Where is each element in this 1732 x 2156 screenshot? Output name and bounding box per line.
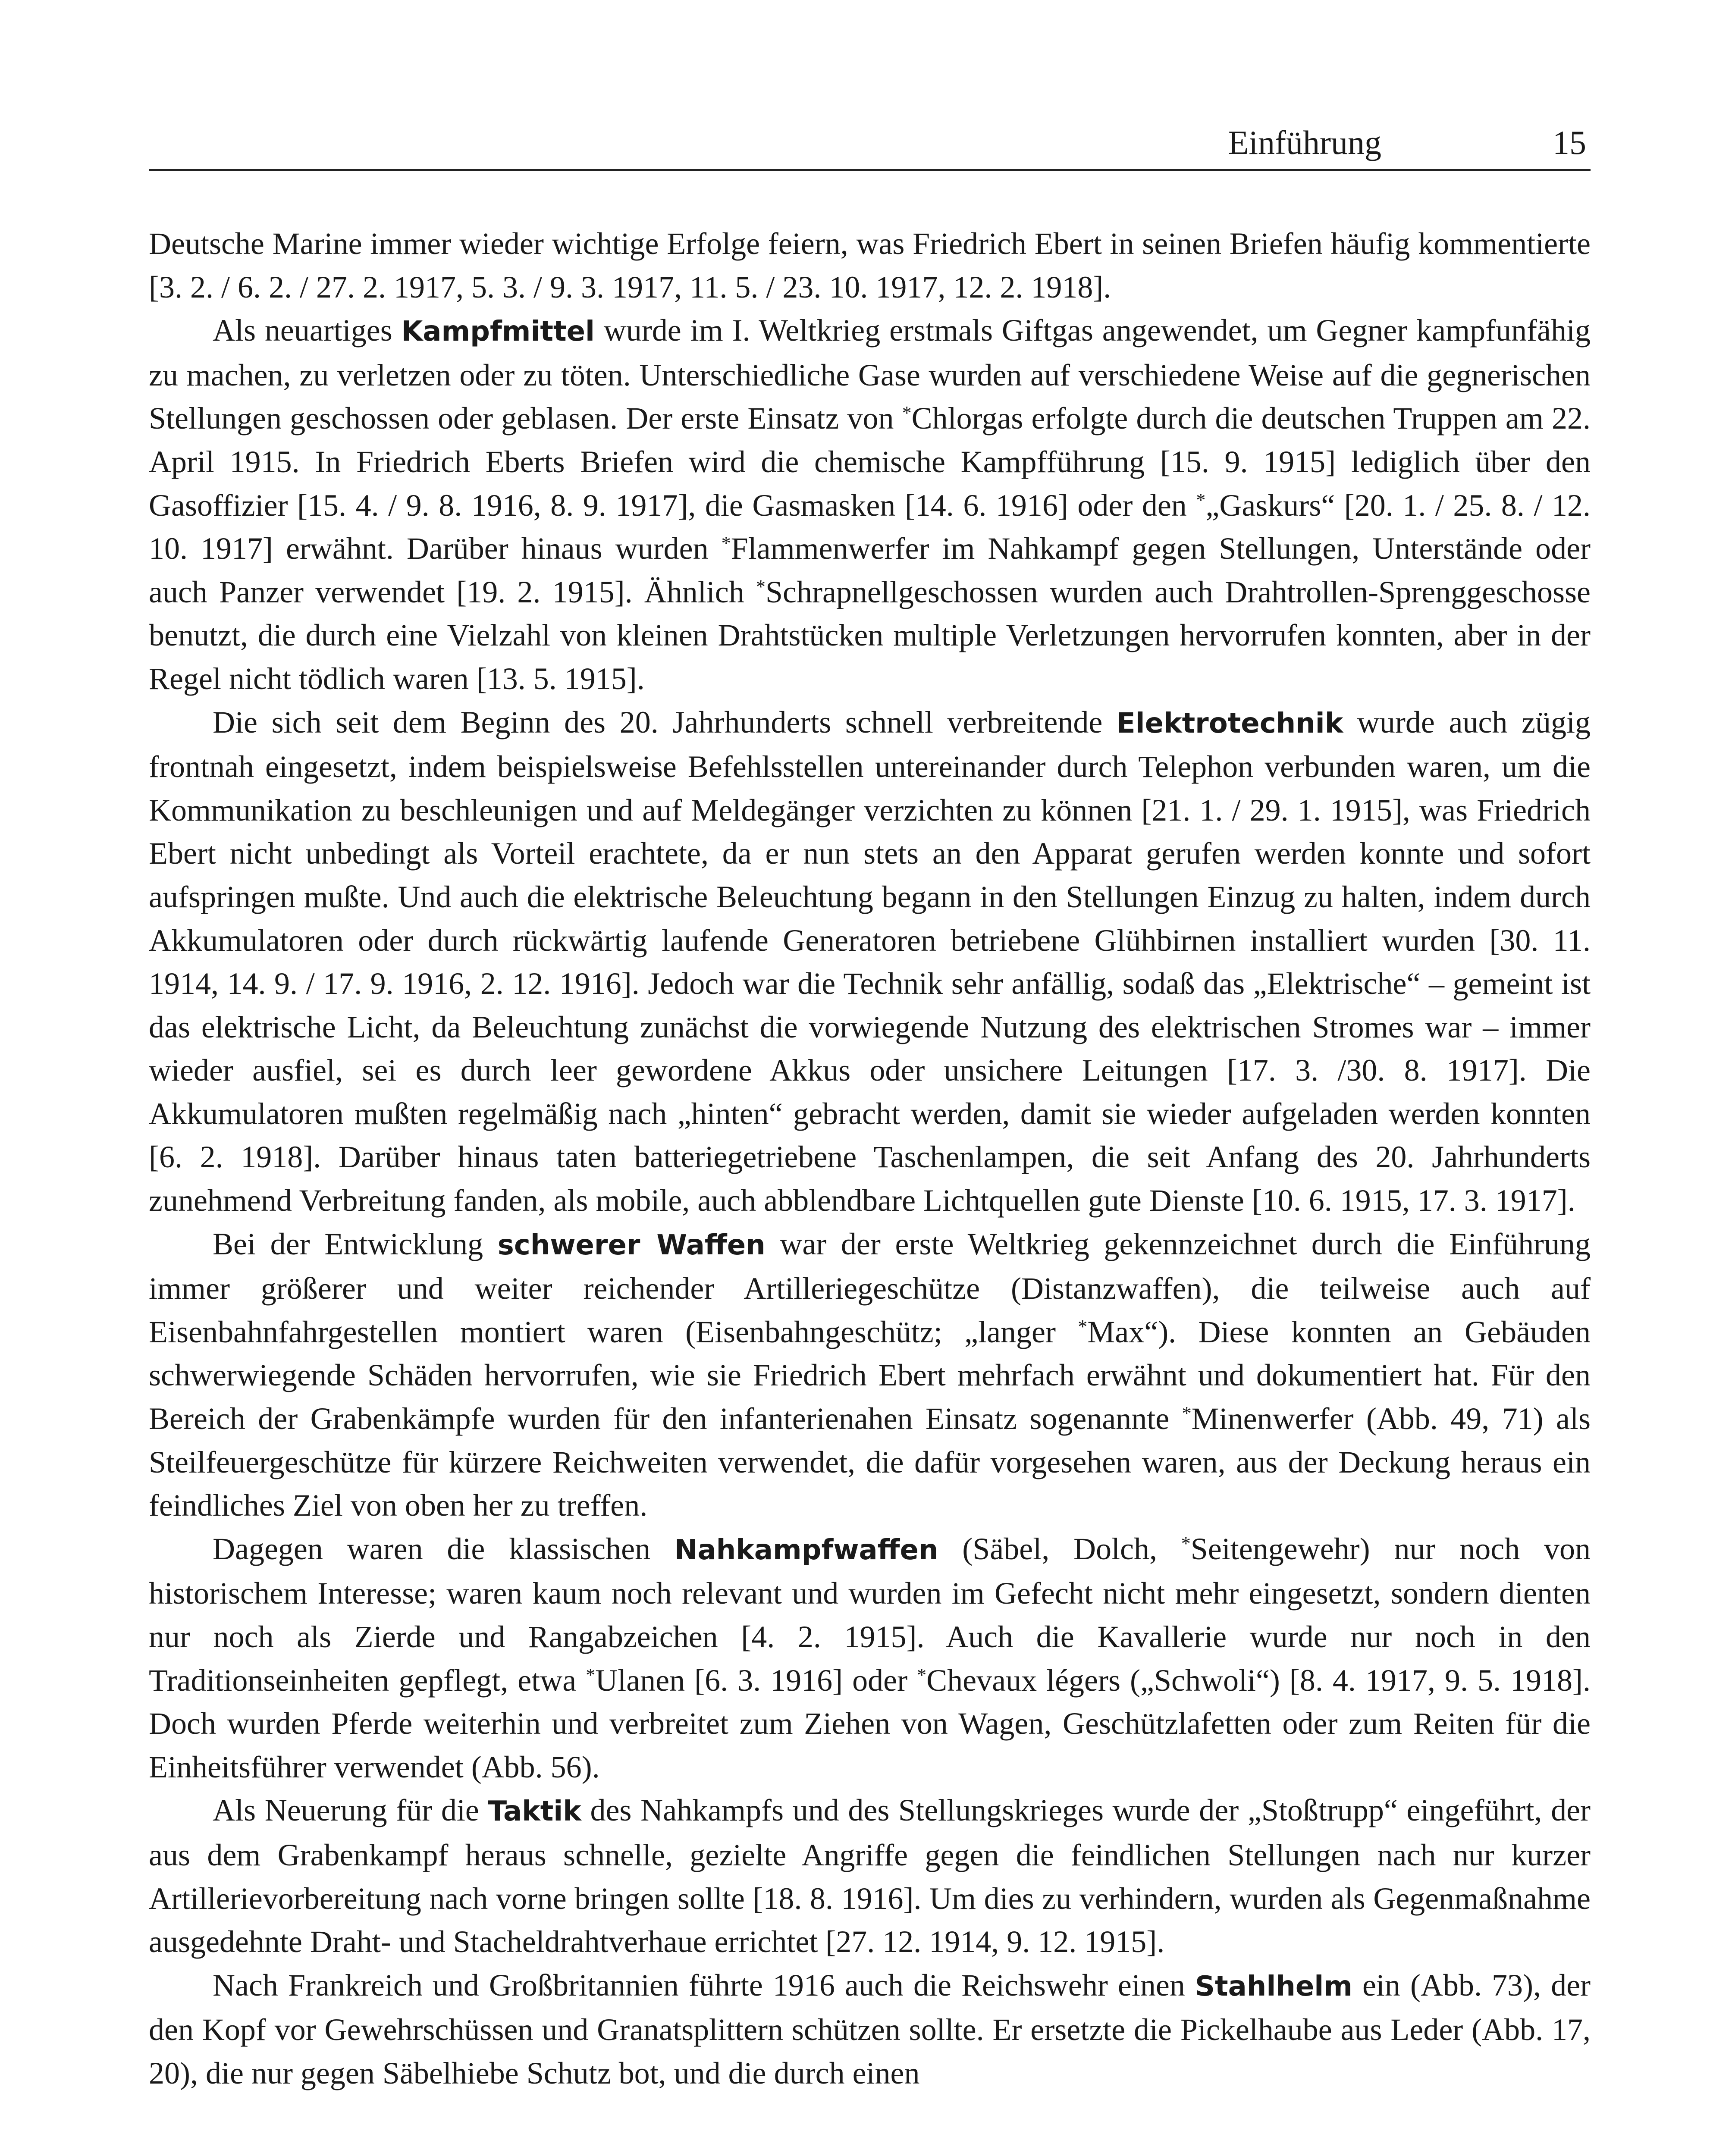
paragraph-text: ein (Abb. 73), der den Kopf vor Gewehrschüssen und Granatsplittern schützen sollte. Er ersetzte die Pickelhaube aus Leder (Abb. 17, 20), die nur gegen Säbelhiebe Schutz bot, und die durch einen	[149, 1968, 1591, 2090]
paragraph	[149, 1964, 1591, 2095]
paragraph-text: Nach Frankreich und Großbritannien führte 1916 auch die Reichswehr einen	[213, 1968, 1195, 2002]
body-text	[149, 222, 1591, 2095]
paragraph-text: Als Neuerung für die	[213, 1793, 488, 1828]
keyword: Taktik	[488, 1796, 581, 1828]
glossary-marker: *	[1196, 489, 1206, 511]
paragraph-text: Dagegen waren die klassischen	[213, 1531, 675, 1566]
page-number: 15	[1553, 124, 1586, 161]
paragraph-text: war der erste Weltkrieg gekennzeichnet durch die Einführung immer größerer und weiter reichender Artilleriegeschütze (Distanzwaffen), die teilweise auch auf Eisenbahnfahrgestellen montiert waren (Eisenbahngeschütz; „langer	[149, 1226, 1591, 1349]
glossary-marker: *	[1182, 1403, 1192, 1424]
glossary-marker: *	[902, 402, 912, 424]
keyword: Stahlhelm	[1195, 1970, 1352, 2002]
glossary-marker: *	[1078, 1316, 1088, 1337]
paragraph-text: Chevaux légers („Schwoli“) [8. 4. 1917, 9. 5. 1918]. Doch wurden Pferde weiterhin und verbreitet zum Ziehen von Wagen, Geschützlafetten oder zum Reiten für die Einheitsführer verwendet (Abb. 56).	[149, 1663, 1591, 1784]
paragraph-text: Schrapnellgeschossen wurden auch Drahtrollen-Sprenggeschosse benutzt, die durch eine Vielzahl von kleinen Drahtstücken multiple Verletzungen hervorrufen konnten, aber in der Regel nicht tödlich waren [13. 5. 1915].	[149, 574, 1591, 696]
paragraph-text: Die sich seit dem Beginn des 20. Jahrhunderts schnell verbreitende	[213, 705, 1117, 740]
paragraph-text: Als neuartiges	[213, 313, 402, 348]
paragraph-text: wurde auch zügig frontnah eingesetzt, indem beispielsweise Befehlsstellen untereinander durch Telephon verbunden waren, um die Kommunikation zu beschleunigen und auf Meldegänger verzichten zu können [21. 1. / 29. 1. 1915], was Friedrich Ebert nicht unbedingt als Vorteil erachtete, da er nun stets an den Apparat gerufen werden konnte und sofort aufspringen mußte. Und auch die elektrische Beleuchtung begann in den Stellungen Einzug zu halten, indem durch Akkumulatoren oder durch rückwärtig laufende Generatoren betriebene Glühbirnen installiert wurden [30. 11. 1914, 14. 9. / 17. 9. 1916, 2. 12. 1916]. Jedoch war die Technik sehr anfällig, sodaß das „Elektrische“ – gemeint ist das elektrische Licht, da Beleuchtung zunächst die vorwiegende Nutzung des elektrischen Stromes war – immer wieder ausfiel, sei es durch leer gewordene Akkus oder unsichere Leitungen [17. 3. /30. 8. 1917]. Die Akkumulatoren mußten regelmäßig nach „hinten“ gebracht werden, damit sie wieder aufgeladen werden konnten [6. 2. 1918]. Darüber hinaus taten batteriegetriebene Taschenlampen, die seit Anfang des 20. Jahrhunderts zunehmend Verbreitung fanden, als mobile, auch abblendbare Lichtquellen gute Dienste [10. 6. 1915, 17. 3. 1917].	[149, 705, 1591, 1218]
glossary-marker: *	[721, 533, 731, 554]
paragraph-text: Minenwerfer (Abb. 49, 71) als Steilfeuergeschütze für kürzere Reichweiten verwendet, die dafür vorgesehen waren, aus der Deckung heraus ein feindliches Ziel von oben her zu treffen.	[149, 1401, 1591, 1523]
paragraph-text: Bei der Entwicklung	[213, 1226, 498, 1261]
paragraph	[149, 309, 1591, 700]
running-title: Einführung	[1228, 124, 1381, 161]
running-head	[149, 113, 1591, 171]
paragraph	[149, 1222, 1591, 1527]
glossary-marker: *	[917, 1664, 927, 1686]
paragraph	[149, 1527, 1591, 1789]
paragraph	[149, 1789, 1591, 1963]
glossary-marker: *	[586, 1664, 596, 1686]
paragraph-text: Chlorgas erfolgte durch die deutschen Truppen am 22. April 1915. In Friedrich Eberts Briefen wird die chemische Kampfführung [15. 9. 1915] lediglich über den Gasoffizier [15. 4. / 9. 8. 1916, 8. 9. 1917], die Gasmasken [14. 6. 1916] oder den	[149, 401, 1591, 523]
paragraph-text: des Nahkampfs und des Stellungskrieges wurde der „Stoßtrupp“ eingeführt, der aus dem Grabenkampf heraus schnelle, gezielte Angriffe gegen die feindlichen Stellungen nach nur kurzer Artillerievorbereitung nach vorne bringen sollte [18. 8. 1916]. Um dies zu verhindern, wurden als Gegenmaßnahme ausgedehnte Draht- und Stacheldrahtverhaue errichtet [27. 12. 1914, 9. 12. 1915].	[149, 1793, 1591, 1959]
paragraph-text: (Säbel, Dolch,	[938, 1531, 1181, 1566]
paragraph-text: Deutsche Marine immer wieder wichtige Erfolge feiern, was Friedrich Ebert in seinen Briefen häufig kommentierte [3. 2. / 6. 2. / 27. 2. 1917, 5. 3. / 9. 3. 1917, 11. 5. / 23. 10. 1917, 12. 2. 1918].	[149, 226, 1591, 304]
paragraph-text: wurde im I. Weltkrieg erstmals Giftgas angewendet, um Gegner kampfunfähig zu machen, zu verletzen oder zu töten. Unterschiedliche Gase wurden auf verschiedene Weise auf die gegnerischen Stellungen geschossen oder geblasen. Der erste Einsatz von	[149, 313, 1591, 436]
keyword: Kampfmittel	[401, 316, 595, 348]
glossary-marker: *	[756, 576, 766, 597]
paragraph	[149, 222, 1591, 309]
keyword: Elektrotechnik	[1116, 707, 1343, 740]
paragraph	[149, 701, 1591, 1222]
glossary-marker: *	[1181, 1532, 1191, 1554]
keyword: schwerer Waffen	[497, 1229, 766, 1261]
paragraph-text: Ulanen [6. 3. 1916] oder	[595, 1663, 917, 1698]
paragraph-text: Flammenwerfer im Nahkampf gegen Stellungen, Unterstände oder auch Panzer verwendet [19. 2. 1915]. Ähnlich	[149, 531, 1591, 609]
paragraph-text: „Gaskurs“ [20. 1. / 25. 8. / 12. 10. 1917] erwähnt. Darüber hinaus wurden	[149, 488, 1591, 566]
paragraph-text: Max“). Diese konnten an Gebäuden schwerwiegende Schäden hervorrufen, wie sie Friedrich Ebert mehrfach erwähnt und dokumentiert hat. Für den Bereich der Grabenkämpfe wurden für den infanterienahen Einsatz sogenannte	[149, 1314, 1591, 1436]
keyword: Nahkampfwaffen	[674, 1534, 938, 1566]
paragraph-text: Seitengewehr) nur noch von historischem Interesse; waren kaum noch relevant und wurden im Gefecht nicht mehr eingesetzt, sondern dienten nur noch als Zierde und Rangabzeichen [4. 2. 1915]. Auch die Kavallerie wurde nur noch in den Traditionseinheiten gepflegt, etwa	[149, 1531, 1591, 1698]
